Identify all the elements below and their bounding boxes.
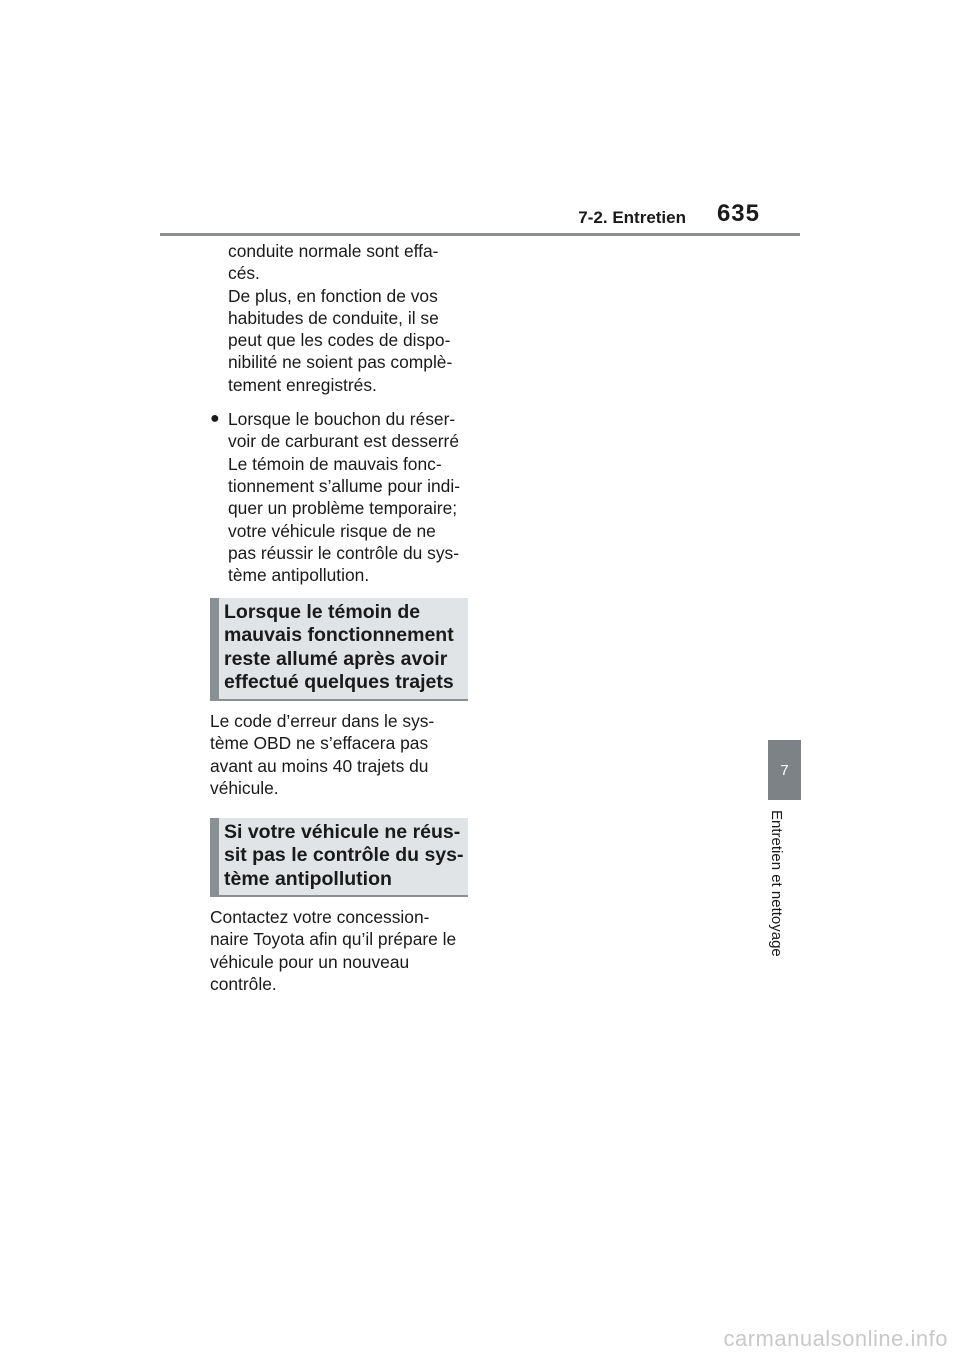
page-header <box>160 200 800 236</box>
heading-line: Si votre véhicule ne réus- <box>224 821 461 843</box>
text-line: Lorsque le bouchon du réser- <box>228 409 456 430</box>
text-line: Le code d’erreur dans le sys- <box>210 711 435 731</box>
section-reference: 7-2. Entretien <box>578 208 686 227</box>
text-line: naire Toyota afin qu’il prépare le <box>210 929 457 950</box>
text-line: conduite normale sont effa- <box>228 241 439 261</box>
heading-line: tème antipollution <box>224 867 392 890</box>
bullet-icon: ● <box>210 410 220 428</box>
continuation-paragraph <box>210 240 472 396</box>
text-line: cés. <box>228 263 260 284</box>
text-line: tionnement s’allume pour indi- <box>228 475 460 496</box>
chapter-number: 7 <box>780 761 789 779</box>
text-line: pas réussir le contrôle du sys- <box>228 542 460 563</box>
page-number: 635 <box>716 200 760 227</box>
heading-line: mauvais fonctionnement <box>224 624 454 647</box>
heading-line: sit pas le contrôle du sys- <box>224 844 464 867</box>
text-line: tement enregistrés. <box>228 374 377 395</box>
text-line: tème antipollution. <box>228 565 370 586</box>
text-line: votre véhicule risque de ne <box>228 520 436 541</box>
text-line: voir de carburant est desserré <box>228 431 460 452</box>
text-line: quer un problème temporaire; <box>228 498 458 519</box>
heading-line: reste allumé après avoir <box>224 647 448 670</box>
text-line: véhicule pour un nouveau <box>210 951 410 972</box>
text-line: Contactez votre concession- <box>210 907 430 927</box>
section-body-malfunction <box>210 710 472 799</box>
text-line: Le témoin de mauvais fonc- <box>228 453 442 474</box>
heading-line: effectué quelques trajets <box>224 671 454 694</box>
text-line: tème OBD ne s’effacera pas <box>210 733 429 754</box>
watermark: carmanualsonline.info <box>723 1326 948 1351</box>
chapter-tab[interactable] <box>768 740 801 800</box>
section-heading-inspection <box>210 818 468 897</box>
text-line: peut que les codes de dispo- <box>228 330 451 351</box>
main-column <box>210 240 472 586</box>
text-line: véhicule. <box>210 777 279 798</box>
text-line: contrôle. <box>210 973 277 994</box>
section-heading-malfunction <box>210 598 468 701</box>
chapter-title: Entretien et nettoyage <box>768 810 785 957</box>
text-line: nibilité ne soient pas complè- <box>228 352 453 373</box>
bullet-text <box>228 408 472 586</box>
text-line: habitudes de conduite, il se <box>228 307 439 328</box>
section-body-inspection <box>210 906 472 995</box>
text-line: avant au moins 40 trajets du <box>210 755 429 776</box>
heading-line: Lorsque le témoin de <box>224 601 421 623</box>
header-rule <box>160 233 800 236</box>
text-line: De plus, en fonction de vos <box>228 285 438 306</box>
bullet-item <box>210 408 472 586</box>
